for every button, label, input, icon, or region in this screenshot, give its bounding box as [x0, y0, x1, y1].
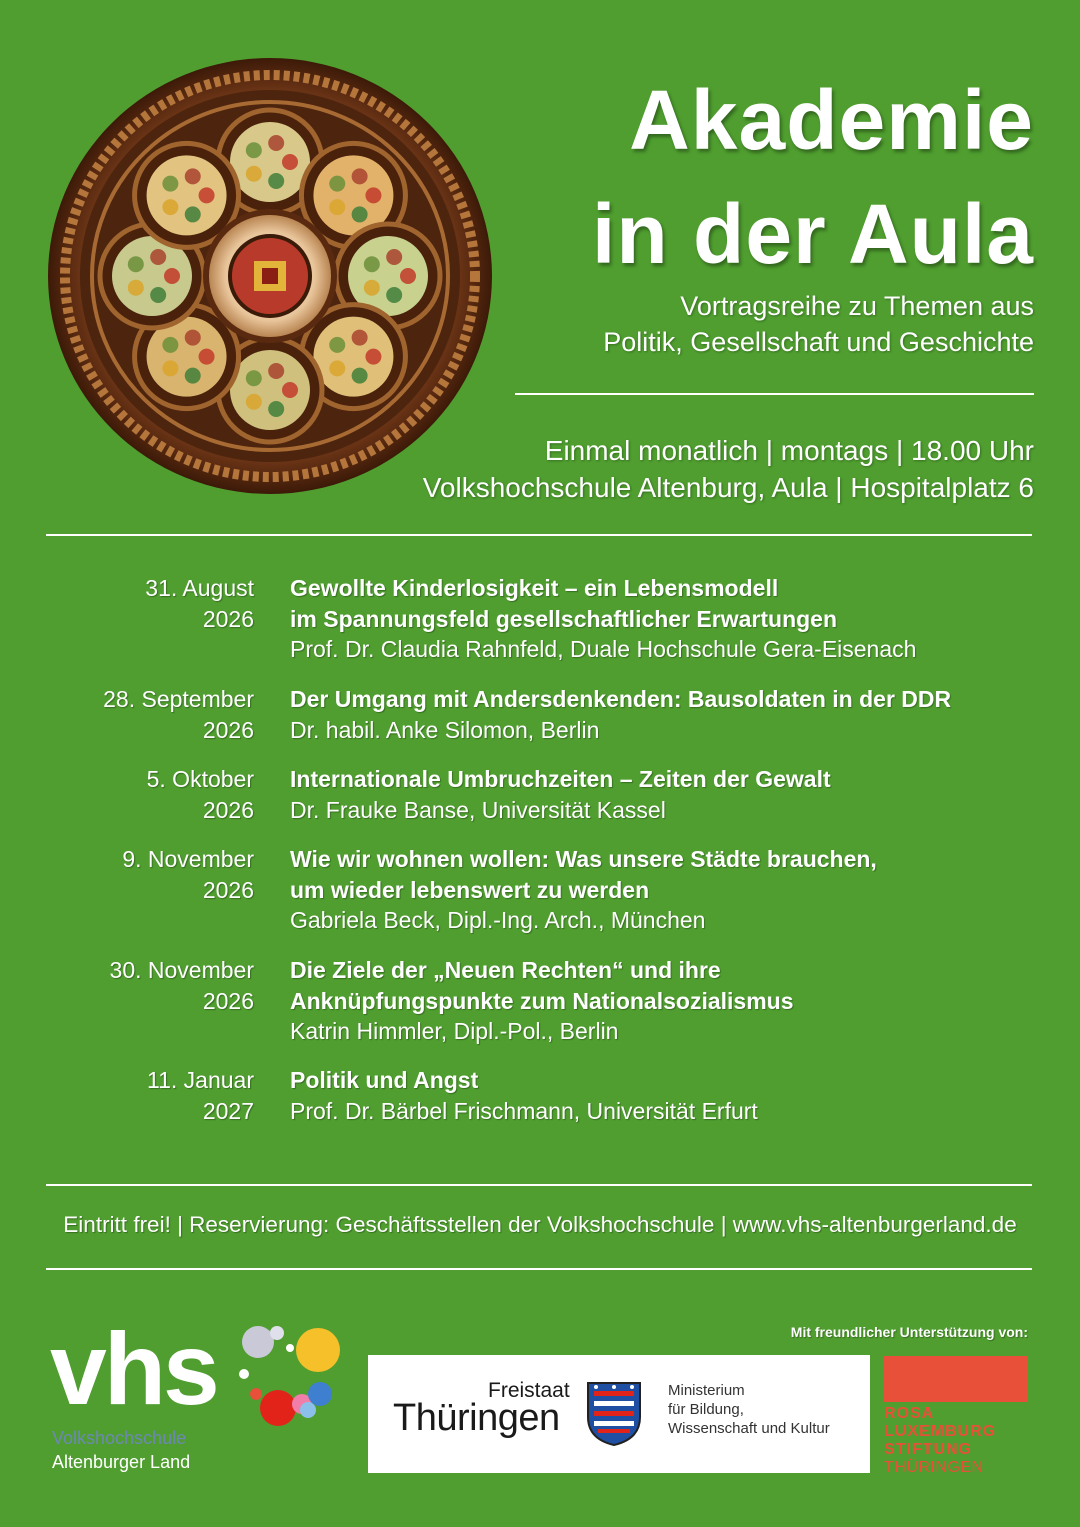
event-title: Wie wir wohnen wollen: Was unsere Städte brauchen, — [290, 846, 877, 872]
event-title: um wieder lebenswert zu werden — [290, 876, 650, 903]
event-title: im Spannungsfeld gesellschaftlicher Erwartungen — [290, 605, 838, 632]
event-date: 30. November 2026 — [109, 957, 254, 1014]
event-info — [290, 955, 1050, 1047]
subtitle-line-2: Politik, Gesellschaft und Geschichte — [603, 327, 1034, 357]
rose-petal-ornament — [150, 249, 166, 265]
admission-note: Eintritt frei! | Reservierung: Geschäftsstellen der Volkshochschule | www.vhs-altenburgerland.de — [63, 1212, 1017, 1237]
rose-petal-ornament — [185, 368, 201, 384]
rose-petal-ornament — [128, 256, 144, 272]
divider-footer — [46, 1268, 1032, 1270]
rose-petal-ornament — [365, 349, 381, 365]
event-title: Die Ziele der „Neuen Rechten“ und ihre — [290, 957, 721, 983]
event-speaker: Katrin Himmler, Dipl.-Pol., Berlin — [290, 1018, 619, 1044]
rose-petal-ornament — [185, 206, 201, 222]
vhs-logo-word: vhs — [50, 1312, 217, 1426]
event-info — [290, 684, 1050, 745]
vhs-bubbles-icon — [232, 1322, 344, 1432]
divider-events-top — [46, 534, 1032, 536]
rose-petal-ornament — [282, 382, 298, 398]
event-speaker: Dr. Frauke Banse, Universität Kassel — [290, 796, 666, 823]
divider-events-bottom — [46, 1184, 1032, 1186]
rose-petal-ornament — [282, 154, 298, 170]
event-title: Der Umgang mit Andersdenkenden: Bausoldaten in der DDR — [290, 686, 952, 712]
event-date: 11. Januar 2027 — [147, 1067, 254, 1124]
rose-petal-ornament — [162, 199, 178, 215]
title-line-2: in der Aula — [592, 187, 1034, 281]
rose-petal-ornament — [246, 394, 262, 410]
rose-petal-ornament — [364, 280, 380, 296]
rose-petal-ornament — [386, 287, 402, 303]
rose-petal-ornament — [199, 187, 215, 203]
rose-petal-ornament — [352, 206, 368, 222]
rose-window-image — [46, 56, 494, 496]
event-title: Internationale Umbruchzeiten – Zeiten der Gewalt — [290, 766, 831, 792]
rose-petal-ornament — [185, 330, 201, 346]
rose-petal-ornament — [364, 256, 380, 272]
ministry-text: Ministerium für Bildung, Wissenschaft und Kultur — [668, 1382, 830, 1437]
event-title: Gewollte Kinderlosigkeit – ein Lebensmodell — [290, 575, 779, 601]
event-speaker: Gabriela Beck, Dipl.-Ing. Arch., München — [290, 907, 706, 933]
rose-petal-ornament — [400, 268, 416, 284]
rose-petal-ornament — [128, 280, 144, 296]
rls-logo-text: ROSA LUXEMBURG STIFTUNG — [884, 1405, 997, 1458]
thueringen-text: Thüringen — [393, 1397, 560, 1439]
rose-petal-ornament — [162, 176, 178, 192]
rose-petal-ornament — [199, 349, 215, 365]
rose-petal-ornament — [352, 368, 368, 384]
event-title: Anknüpfungspunkte zum Nationalsozialismus — [290, 987, 794, 1014]
divider-top — [515, 393, 1034, 395]
rose-petal-ornament — [268, 401, 284, 417]
rose-petal-ornament — [365, 187, 381, 203]
rose-petal-ornament — [329, 337, 345, 353]
event-speaker: Dr. habil. Anke Silomon, Berlin — [290, 716, 600, 743]
event-info — [290, 1065, 1050, 1126]
vhs-logo-line-1: Volkshochschule — [52, 1428, 187, 1448]
rose-petal-ornament — [352, 330, 368, 346]
event-speaker: Prof. Dr. Bärbel Frischmann, Universität Erfurt — [290, 1097, 758, 1124]
event-info — [290, 573, 1050, 665]
event-date: 31. August 2026 — [145, 575, 254, 632]
support-label: Mit freundlicher Unterstützung von: — [790, 1324, 1028, 1340]
rose-petal-ornament — [246, 142, 262, 158]
event-info — [290, 764, 1050, 825]
rose-petal-ornament — [162, 360, 178, 376]
rose-petal-ornament — [246, 166, 262, 182]
rose-petal-ornament — [162, 337, 178, 353]
rose-petal-ornament — [329, 360, 345, 376]
rose-petal-ornament — [268, 135, 284, 151]
rls-logo-sub: THÜRINGEN — [884, 1459, 984, 1476]
thueringen-coat-of-arms-icon — [586, 1381, 642, 1447]
subtitle-line-1: Vortragsreihe zu Themen aus — [680, 291, 1034, 321]
vhs-logo-line-2: Altenburger Land — [52, 1452, 191, 1472]
event-info — [290, 844, 1050, 936]
rose-petal-ornament — [329, 199, 345, 215]
schedule-text: Einmal monatlich | montags | 18.00 Uhr — [544, 435, 1034, 466]
event-speaker: Prof. Dr. Claudia Rahnfeld, Duale Hochschule Gera-Eisenach — [290, 636, 917, 662]
event-date: 5. Oktober 2026 — [146, 766, 254, 823]
rose-petal-ornament — [150, 287, 166, 303]
rose-petal-ornament — [329, 176, 345, 192]
event-date: 9. November 2026 — [122, 846, 254, 903]
event-date: 28. September 2026 — [103, 686, 254, 743]
rose-petal-ornament — [386, 249, 402, 265]
title-line-1: Akademie — [629, 73, 1034, 167]
rose-petal-ornament — [164, 268, 180, 284]
location-text: Volkshochschule Altenburg, Aula | Hospitalplatz 6 — [422, 472, 1034, 503]
rose-petal-ornament — [268, 363, 284, 379]
freistaat-text: Freistaat — [488, 1379, 570, 1402]
thueringen-ministry-logo — [368, 1355, 870, 1473]
rose-petal-ornament — [268, 173, 284, 189]
rose-petal-ornament — [246, 370, 262, 386]
rose-petal-ornament — [185, 168, 201, 184]
event-title: Politik und Angst — [290, 1067, 479, 1093]
rose-petal-ornament — [352, 168, 368, 184]
rls-logo-bar — [884, 1356, 1028, 1402]
